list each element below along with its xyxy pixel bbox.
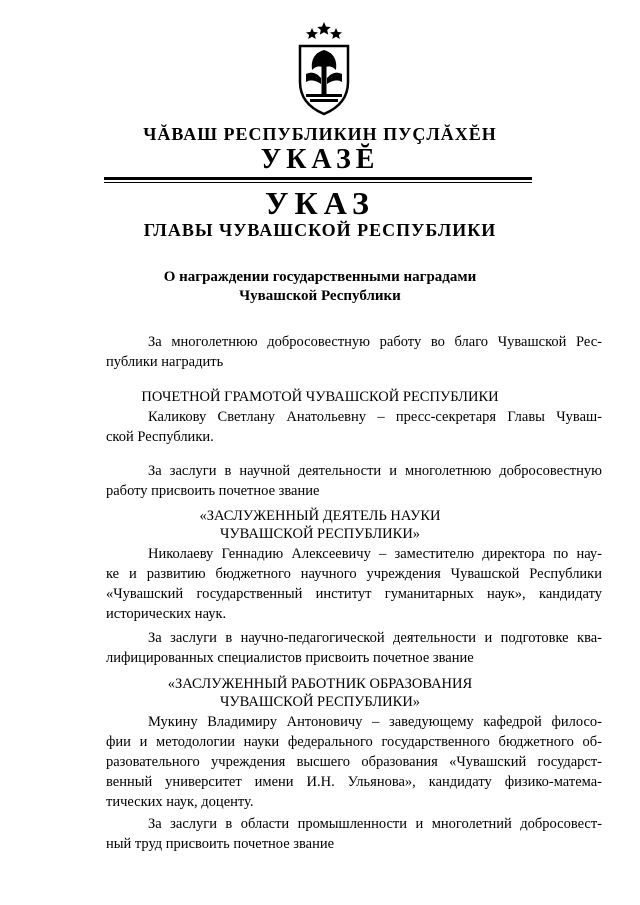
ukaz-heading: УКАЗ [265, 185, 375, 221]
body-line: ный труд присвоить почетное звание [106, 836, 335, 852]
body-line: Каликову Светлану Анатольевну – пресс-секретаря Главы Чуваш- [148, 409, 602, 425]
award-title: ЧУВАШСКОЙ РЕСПУБЛИКИ» [219, 694, 421, 710]
award-title: ЧУВАШСКОЙ РЕСПУБЛИКИ» [219, 526, 421, 542]
header-divider-thin [104, 182, 532, 183]
body-line: За заслуги в научной деятельности и многолетнюю добросовестную [148, 463, 602, 479]
decree-subject [120, 268, 520, 306]
chuvash-title-line: ЧĂВАШ РЕСПУБЛИКИН ПУҪЛĂХĔН [143, 124, 497, 144]
body-line: Мукину Владимиру Антоновичу – заведующему кафедрой филосо- [148, 714, 602, 730]
body-line: Николаеву Геннадию Алексеевичу – заместителю директора по нау- [148, 546, 602, 562]
body-line: исторических наук. [106, 606, 227, 622]
issuer-heading: ГЛАВЫ ЧУВАШСКОЙ РЕСПУБЛИКИ [143, 220, 497, 240]
body-line: лифицированных специалистов присвоить почетное звание [106, 650, 474, 666]
award-title: «ЗАСЛУЖЕННЫЙ ДЕЯТЕЛЬ НАУКИ [199, 508, 441, 524]
body-line: За заслуги в области промышленности и многолетний добросовест- [148, 816, 602, 832]
coat-of-arms-emblem [292, 20, 356, 116]
subject-line: О награждении государственными наградами [163, 269, 477, 285]
body-line: тических наук, доценту. [106, 794, 254, 810]
body-line: ской Республики. [106, 429, 214, 445]
body-line: разовательного учреждения высшего образования «Чувашский государст- [106, 754, 602, 770]
body-line: За многолетнюю добросовестную работу во благо Чувашской Рес- [148, 334, 602, 350]
body-line: ке и развитию бюджетного научного учреждения Чувашской Республики [106, 566, 602, 582]
header-divider-thick [104, 177, 532, 180]
body-line: публики наградить [106, 354, 224, 370]
award-title: «ЗАСЛУЖЕННЫЙ РАБОТНИК ОБРАЗОВАНИЯ [167, 676, 473, 692]
body-line: «Чувашский государственный институт гуманитарных наук», кандидату [106, 586, 602, 602]
chuvash-ukaze-heading: УКАЗĔ [260, 144, 380, 175]
body-line: фии и методологии науки федерального государственного бюджетного об- [106, 734, 602, 750]
subject-line: Чувашской Республики [239, 288, 401, 304]
award-title: ПОЧЕТНОЙ ГРАМОТОЙ ЧУВАШСКОЙ РЕСПУБЛИКИ [141, 389, 499, 405]
body-line: За заслуги в научно-педагогической деятельности и подготовке ква- [148, 630, 602, 646]
body-line: венный университет имени И.Н. Ульянова», кандидату физико-матема- [106, 774, 602, 790]
body-line: работу присвоить почетное звание [106, 483, 320, 499]
